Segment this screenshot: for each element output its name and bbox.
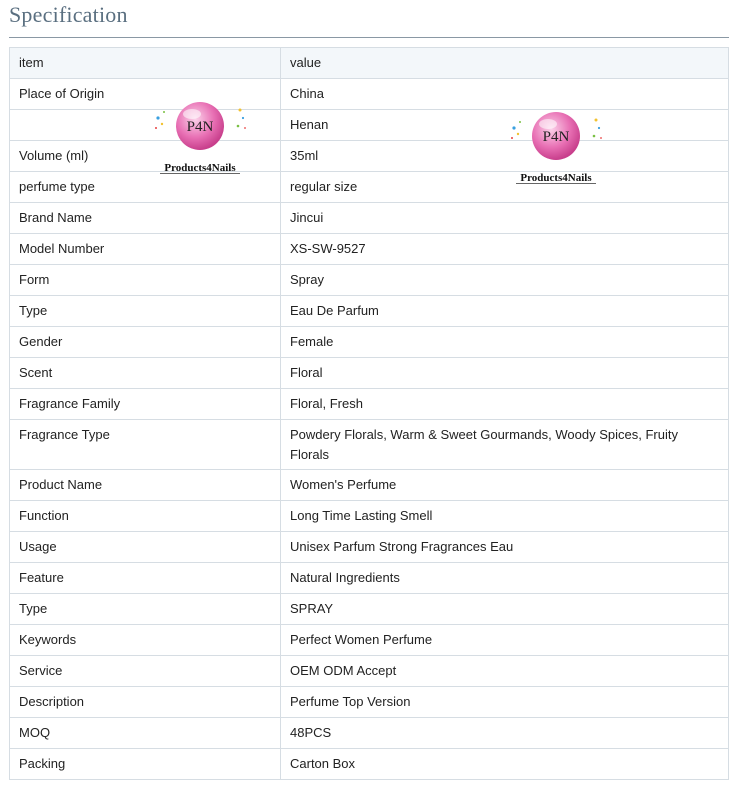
watermark-monogram: P4N xyxy=(542,129,570,145)
table-header-row xyxy=(10,48,729,79)
watermark-monogram: P4N xyxy=(186,119,214,135)
row-key: Volume (ml) xyxy=(10,141,281,172)
table-row xyxy=(10,358,729,389)
row-key: Usage xyxy=(10,532,281,563)
row-value: Female xyxy=(281,327,729,358)
row-key: Model Number xyxy=(10,234,281,265)
row-key: Type xyxy=(10,296,281,327)
table-row xyxy=(10,687,729,718)
row-value: Jincui xyxy=(281,203,729,234)
row-value: Women's Perfume xyxy=(281,470,729,501)
row-value: Unisex Parfum Strong Fragrances Eau xyxy=(281,532,729,563)
row-value: Spray xyxy=(281,265,729,296)
watermark-text: Products4Nails xyxy=(164,162,236,174)
row-value: Perfume Top Version xyxy=(281,687,729,718)
table-row xyxy=(10,327,729,358)
row-key: Type xyxy=(10,594,281,625)
row-value: Carton Box xyxy=(281,749,729,780)
watermark-logo-graphic xyxy=(150,98,250,176)
row-value: 35ml xyxy=(281,141,729,172)
row-value: Eau De Parfum xyxy=(281,296,729,327)
table-row xyxy=(10,625,729,656)
row-key: Keywords xyxy=(10,625,281,656)
products4nails-watermark-logo xyxy=(150,98,250,176)
table-row xyxy=(10,141,729,172)
row-value: XS-SW-9527 xyxy=(281,234,729,265)
row-key: MOQ xyxy=(10,718,281,749)
table-row xyxy=(10,749,729,780)
header-key-cell: item xyxy=(10,48,281,79)
row-value: Floral xyxy=(281,358,729,389)
table-row xyxy=(10,296,729,327)
section-title: Specification xyxy=(9,2,128,27)
row-key: Form xyxy=(10,265,281,296)
table-row xyxy=(10,563,729,594)
title-divider xyxy=(9,37,729,38)
row-key: Fragrance Type xyxy=(10,420,281,470)
table-row xyxy=(10,470,729,501)
table-row xyxy=(10,79,729,110)
row-key: Product Name xyxy=(10,470,281,501)
row-key: Service xyxy=(10,656,281,687)
row-value: SPRAY xyxy=(281,594,729,625)
row-value: Long Time Lasting Smell xyxy=(281,501,729,532)
row-value: Perfect Women Perfume xyxy=(281,625,729,656)
table-row xyxy=(10,594,729,625)
row-key: Function xyxy=(10,501,281,532)
row-key: Brand Name xyxy=(10,203,281,234)
table-row xyxy=(10,203,729,234)
products4nails-watermark-logo xyxy=(506,108,606,186)
row-value: OEM ODM Accept xyxy=(281,656,729,687)
row-key: Description xyxy=(10,687,281,718)
specification-table xyxy=(9,47,729,780)
row-value: China xyxy=(281,79,729,110)
header-value-cell: value xyxy=(281,48,729,79)
table-row xyxy=(10,110,729,141)
row-value: Henan xyxy=(281,110,729,141)
table-row xyxy=(10,501,729,532)
row-key: Feature xyxy=(10,563,281,594)
row-value: 48PCS xyxy=(281,718,729,749)
table-row xyxy=(10,265,729,296)
table-row xyxy=(10,234,729,265)
row-key: Place of Origin xyxy=(10,79,281,110)
row-key: Scent xyxy=(10,358,281,389)
row-value: Floral, Fresh xyxy=(281,389,729,420)
row-key: Fragrance Family xyxy=(10,389,281,420)
watermark-logo-graphic xyxy=(506,108,606,186)
row-key: Packing xyxy=(10,749,281,780)
table-row xyxy=(10,718,729,749)
table-row xyxy=(10,532,729,563)
row-key: Gender xyxy=(10,327,281,358)
table-row xyxy=(10,656,729,687)
row-value: Natural Ingredients xyxy=(281,563,729,594)
row-value: regular size xyxy=(281,172,729,203)
table-row xyxy=(10,172,729,203)
row-key: perfume type xyxy=(10,172,281,203)
table-row xyxy=(10,420,729,470)
table-row xyxy=(10,389,729,420)
row-value: Powdery Florals, Warm & Sweet Gourmands, Woody Spices, Fruity Florals xyxy=(281,420,729,470)
watermark-text: Products4Nails xyxy=(520,172,592,184)
